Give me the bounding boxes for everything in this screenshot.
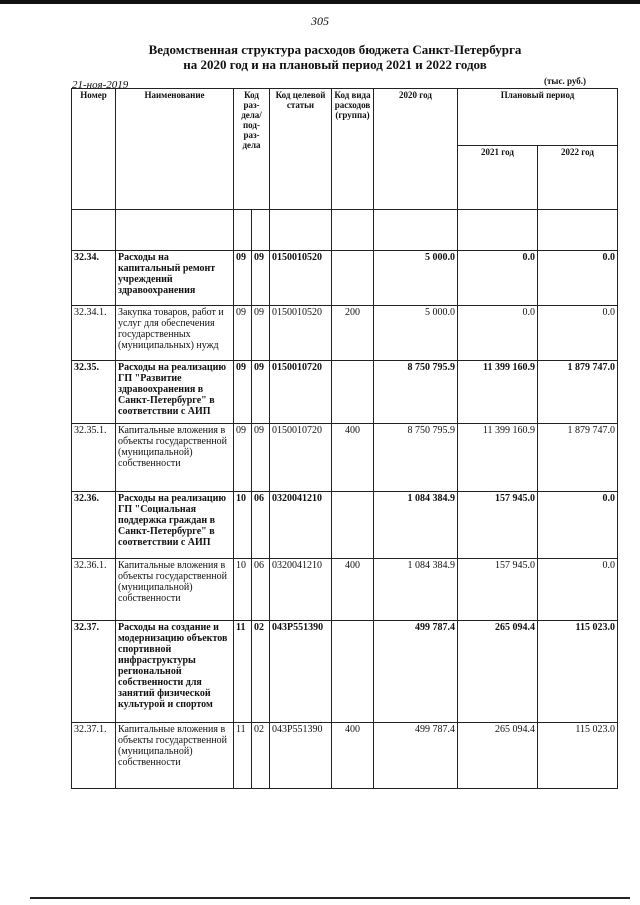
header-name: Наименование bbox=[116, 89, 234, 210]
row-name: Капитальные вложения в объекты государственной (муниципальной) собственности bbox=[116, 723, 234, 789]
row-name: Расходы на капитальный ремонт учреждений здравоохранения bbox=[116, 251, 234, 306]
row-name: Расходы на создание и модернизацию объектов спортивной инфраструктуры региональной собственности для занятий физической культурой и спортом bbox=[116, 621, 234, 723]
row-2022: 0.0 bbox=[538, 492, 618, 559]
row-number: 32.37. bbox=[72, 621, 116, 723]
row-2021: 11 399 160.9 bbox=[458, 361, 538, 424]
row-2022: 115 023.0 bbox=[538, 723, 618, 789]
bottom-rule bbox=[30, 897, 630, 899]
row-2022: 115 023.0 bbox=[538, 621, 618, 723]
row-expense-type: 400 bbox=[332, 723, 374, 789]
page-number: 305 bbox=[311, 14, 329, 28]
row-2021: 0.0 bbox=[458, 306, 538, 361]
row-2020: 1 084 384.9 bbox=[374, 559, 458, 621]
row-section: 10 bbox=[234, 492, 252, 559]
row-2020: 499 787.4 bbox=[374, 723, 458, 789]
header-gap-row bbox=[72, 210, 618, 251]
row-target-code: 0320041210 bbox=[270, 559, 332, 621]
budget-table bbox=[71, 88, 618, 789]
header-number: Номер bbox=[72, 89, 116, 210]
row-2021: 265 094.4 bbox=[458, 621, 538, 723]
table-row bbox=[72, 621, 618, 723]
units-label: (тыс. руб.) bbox=[544, 76, 586, 86]
row-subsection: 02 bbox=[252, 723, 270, 789]
row-name: Закупка товаров, работ и услуг для обеспечения государственных (муниципальных) нужд bbox=[116, 306, 234, 361]
row-expense-type: 400 bbox=[332, 424, 374, 492]
row-2022: 0.0 bbox=[538, 306, 618, 361]
table-row bbox=[72, 559, 618, 621]
row-name: Расходы на реализацию ГП "Развитие здравоохранения в Санкт-Петербурге" в соответствии с АИП bbox=[116, 361, 234, 424]
row-section: 11 bbox=[234, 621, 252, 723]
row-section: 09 bbox=[234, 424, 252, 492]
header-target-code: Код целевой статьи bbox=[270, 89, 332, 210]
row-number: 32.34.1. bbox=[72, 306, 116, 361]
row-2021: 157 945.0 bbox=[458, 559, 538, 621]
row-2021: 0.0 bbox=[458, 251, 538, 306]
row-2022: 0.0 bbox=[538, 251, 618, 306]
row-section: 09 bbox=[234, 306, 252, 361]
row-2020: 5 000.0 bbox=[374, 306, 458, 361]
top-rule bbox=[0, 0, 640, 4]
row-subsection: 09 bbox=[252, 306, 270, 361]
row-name: Капитальные вложения в объекты государственной (муниципальной) собственности bbox=[116, 424, 234, 492]
table-header bbox=[72, 89, 618, 210]
row-target-code: 0150010720 bbox=[270, 361, 332, 424]
row-target-code: 0320041210 bbox=[270, 492, 332, 559]
row-subsection: 06 bbox=[252, 559, 270, 621]
table-row bbox=[72, 251, 618, 306]
header-section-code: Код раз-дела/ под-раз-дела bbox=[234, 89, 270, 210]
row-2022: 0.0 bbox=[538, 559, 618, 621]
table-row bbox=[72, 723, 618, 789]
row-expense-type bbox=[332, 251, 374, 306]
table-row bbox=[72, 424, 618, 492]
row-target-code: 0150010520 bbox=[270, 306, 332, 361]
row-expense-type bbox=[332, 492, 374, 559]
document-title bbox=[100, 42, 570, 72]
header-planned-period: Плановый период bbox=[458, 89, 618, 146]
row-target-code: 043P551390 bbox=[270, 723, 332, 789]
row-number: 32.34. bbox=[72, 251, 116, 306]
row-2021: 157 945.0 bbox=[458, 492, 538, 559]
header-2021: 2021 год bbox=[458, 145, 538, 209]
table-row bbox=[72, 361, 618, 424]
row-name: Капитальные вложения в объекты государственной (муниципальной) собственности bbox=[116, 559, 234, 621]
row-target-code: 0150010720 bbox=[270, 424, 332, 492]
row-expense-type bbox=[332, 361, 374, 424]
row-expense-type: 200 bbox=[332, 306, 374, 361]
row-subsection: 06 bbox=[252, 492, 270, 559]
row-section: 10 bbox=[234, 559, 252, 621]
row-section: 11 bbox=[234, 723, 252, 789]
row-2020: 1 084 384.9 bbox=[374, 492, 458, 559]
title-line-2: на 2020 год и на плановый период 2021 и 2022 годов bbox=[183, 57, 487, 72]
row-number: 32.36. bbox=[72, 492, 116, 559]
document-date: 21-ноя-2019 bbox=[72, 79, 129, 91]
row-number: 32.36.1. bbox=[72, 559, 116, 621]
row-subsection: 09 bbox=[252, 251, 270, 306]
row-target-code: 0150010520 bbox=[270, 251, 332, 306]
row-expense-type: 400 bbox=[332, 559, 374, 621]
row-2022: 1 879 747.0 bbox=[538, 424, 618, 492]
row-target-code: 043P551390 bbox=[270, 621, 332, 723]
table-row bbox=[72, 492, 618, 559]
row-section: 09 bbox=[234, 251, 252, 306]
row-expense-type bbox=[332, 621, 374, 723]
row-2020: 8 750 795.9 bbox=[374, 424, 458, 492]
row-2020: 499 787.4 bbox=[374, 621, 458, 723]
row-2022: 1 879 747.0 bbox=[538, 361, 618, 424]
title-line-1: Ведомственная структура расходов бюджета Санкт-Петербурга bbox=[148, 42, 522, 57]
table-row bbox=[72, 306, 618, 361]
header-2022: 2022 год bbox=[538, 145, 618, 209]
row-2021: 265 094.4 bbox=[458, 723, 538, 789]
table-body bbox=[72, 210, 618, 789]
header-expense-type-code: Код вида расходов (группа) bbox=[332, 89, 374, 210]
row-2021: 11 399 160.9 bbox=[458, 424, 538, 492]
row-number: 32.35. bbox=[72, 361, 116, 424]
row-subsection: 09 bbox=[252, 361, 270, 424]
row-2020: 5 000.0 bbox=[374, 251, 458, 306]
row-number: 32.35.1. bbox=[72, 424, 116, 492]
row-2020: 8 750 795.9 bbox=[374, 361, 458, 424]
row-subsection: 09 bbox=[252, 424, 270, 492]
header-2020: 2020 год bbox=[374, 89, 458, 210]
row-section: 09 bbox=[234, 361, 252, 424]
row-name: Расходы на реализацию ГП "Социальная поддержка граждан в Санкт-Петербурге" в соответствии с АИП bbox=[116, 492, 234, 559]
row-number: 32.37.1. bbox=[72, 723, 116, 789]
row-subsection: 02 bbox=[252, 621, 270, 723]
